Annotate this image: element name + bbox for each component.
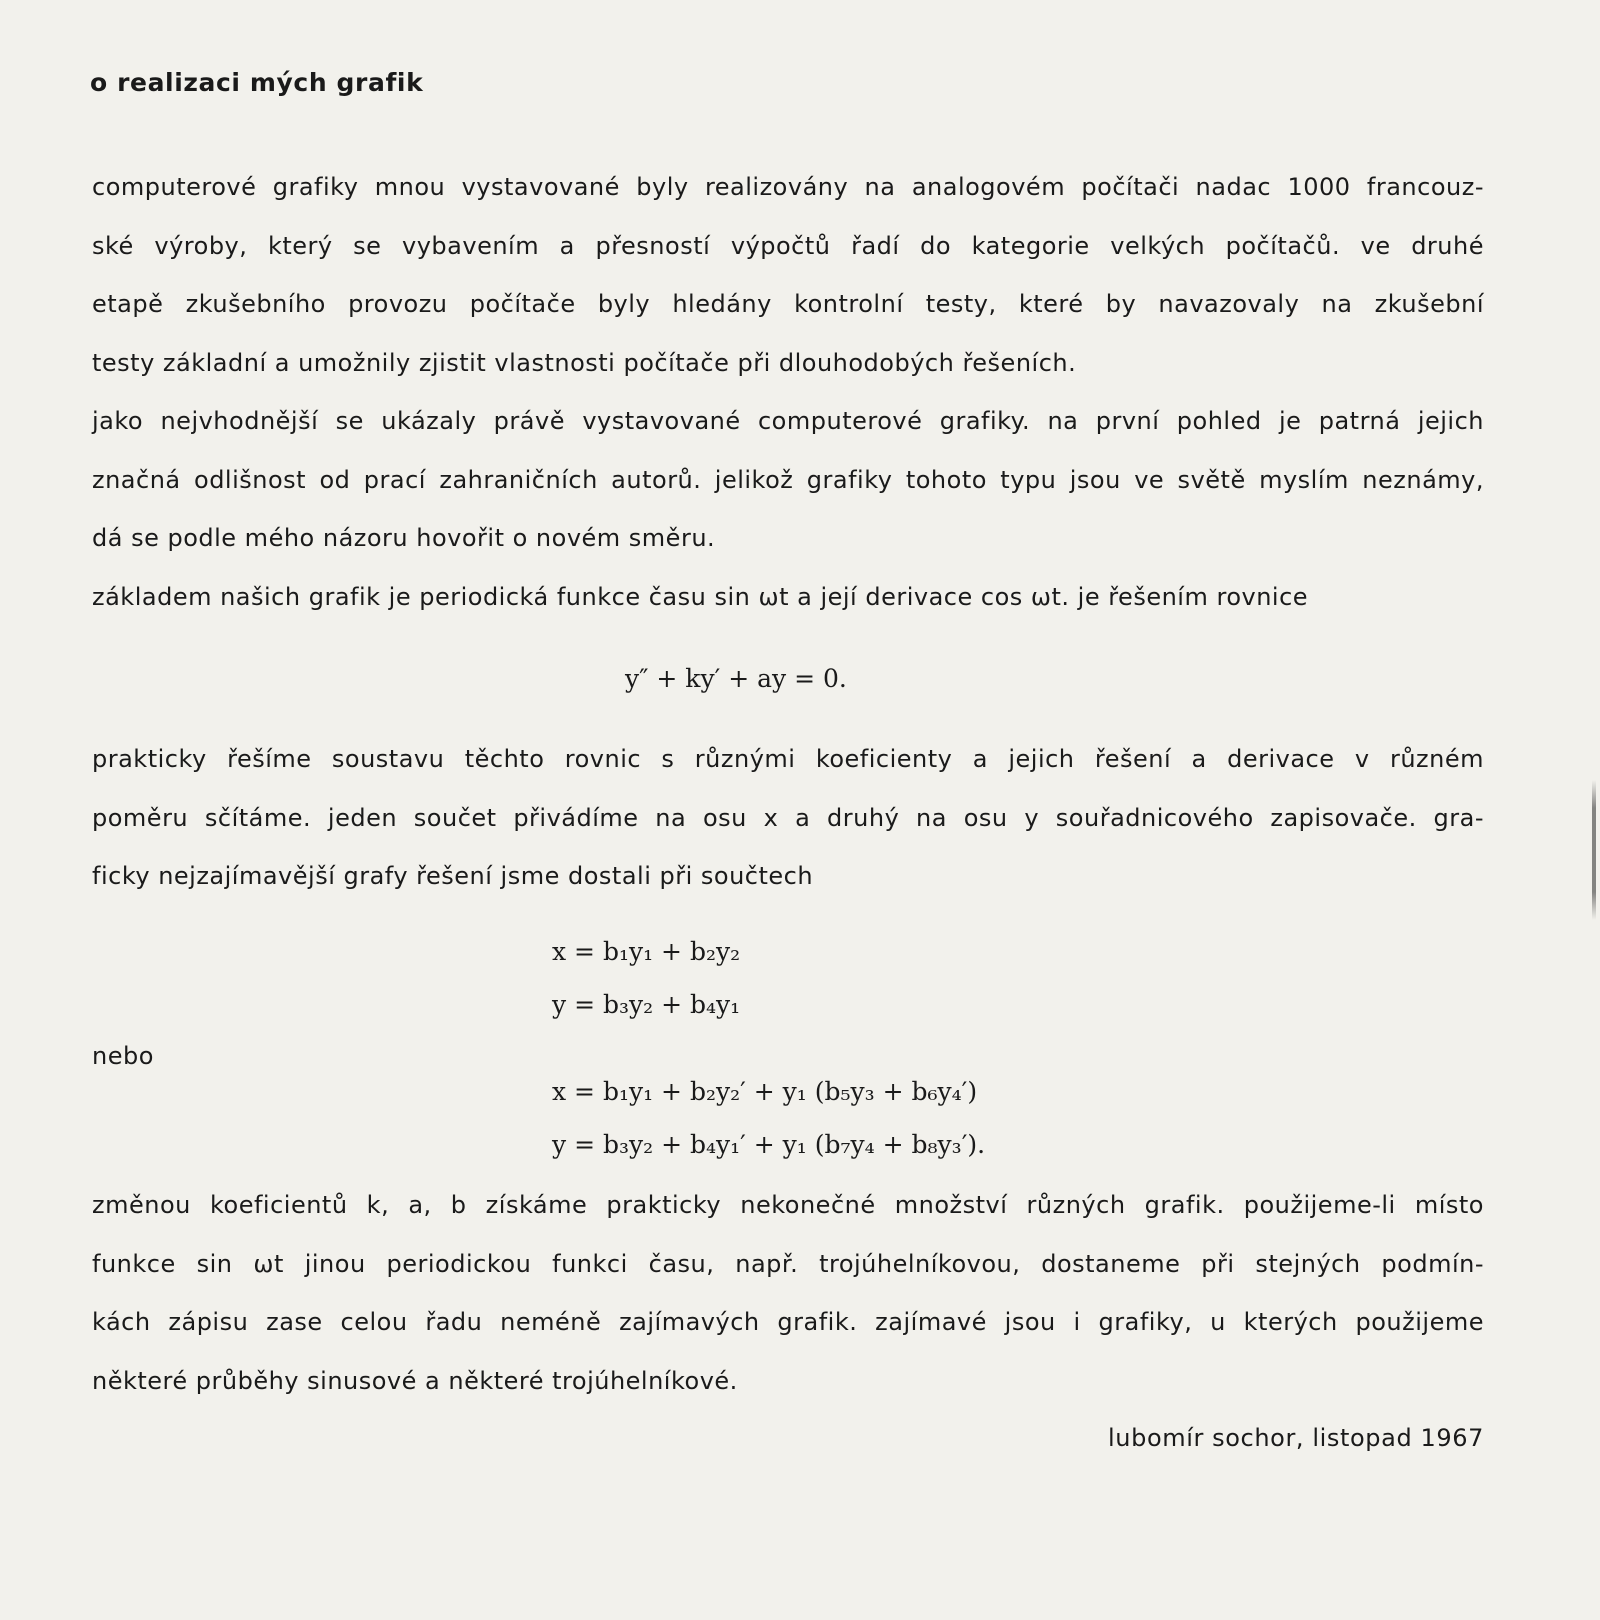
paragraph-4-line-2: poměru sčítáme. jeden součet přivádíme na osu x a druhý na osu y souřadnicového zapisovače. gra-	[92, 804, 1484, 832]
paragraph-2-line-1: jako nejvhodnější se ukázaly právě vystavované computerové grafiky. na první pohled je patrná jejich	[92, 407, 1484, 435]
paragraph-2-line-3: dá se podle mého názoru hovořit o novém směru.	[92, 524, 716, 552]
paragraph-5-line-2: funkce sin ωt jinou periodickou funkci času, např. trojúhelníkovou, dostaneme při stejných podmín-	[92, 1250, 1484, 1278]
paragraph-5-line-3: kách zápisu zase celou řadu neméně zajímavých grafik. zajímavé jsou i grafiky, u kterých použijeme	[92, 1308, 1484, 1336]
equation-set-2-y: y = b₃y₂ + b₄y₁′ + y₁ (b₇y₄ + b₈y₃′).	[552, 1130, 986, 1159]
paragraph-1-line-1: computerové grafiky mnou vystavované byly realizovány na analogovém počítači nadac 1000 francouz-	[92, 173, 1484, 201]
equation-set-2-x: x = b₁y₁ + b₂y₂′ + y₁ (b₅y₃ + b₆y₄′)	[552, 1077, 978, 1106]
paragraph-1-line-3: etapě zkušebního provozu počítače byly hledány kontrolní testy, které by navazovaly na zkušební	[92, 290, 1484, 318]
equation-set-1-y: y = b₃y₂ + b₄y₁	[552, 990, 741, 1019]
paragraph-2-line-2: značná odlišnost od prací zahraničních autorů. jelikož grafiky tohoto typu jsou ve světě myslím neznámy,	[92, 466, 1484, 494]
paragraph-1-line-2: ské výroby, který se vybavením a přesností výpočtů řadí do kategorie velkých počítačů. ve druhé	[92, 232, 1484, 260]
paragraph-1-line-4: testy základní a umožnily zjistit vlastnosti počítače při dlouhodobých řešeních.	[92, 349, 1077, 377]
equation-set-1-x: x = b₁y₁ + b₂y₂	[552, 937, 741, 966]
paragraph-4-line-3: ficky nejzajímavější grafy řešení jsme dostali při součtech	[92, 862, 814, 890]
signature: lubomír sochor, listopad 1967	[1108, 1424, 1484, 1452]
paragraph-4-line-1: prakticky řešíme soustavu těchto rovnic s různými koeficienty a jejich řešení a derivace v různém	[92, 745, 1484, 773]
equation-main: y″ + ky′ + ay = 0.	[625, 664, 847, 693]
page-title: o realizaci mých grafik	[90, 68, 424, 97]
paragraph-5-line-1: změnou koeficientů k, a, b získáme prakticky nekonečné množství různých grafik. použijeme-li místo	[92, 1191, 1484, 1219]
scan-edge-mark	[1592, 780, 1596, 920]
paragraph-3-line-1: základem našich grafik je periodická funkce času sin ωt a její derivace cos ωt. je řešením rovnice	[92, 583, 1309, 611]
connector-text: nebo	[92, 1042, 154, 1070]
paragraph-5-line-4: některé průběhy sinusové a některé trojúhelníkové.	[92, 1367, 738, 1395]
